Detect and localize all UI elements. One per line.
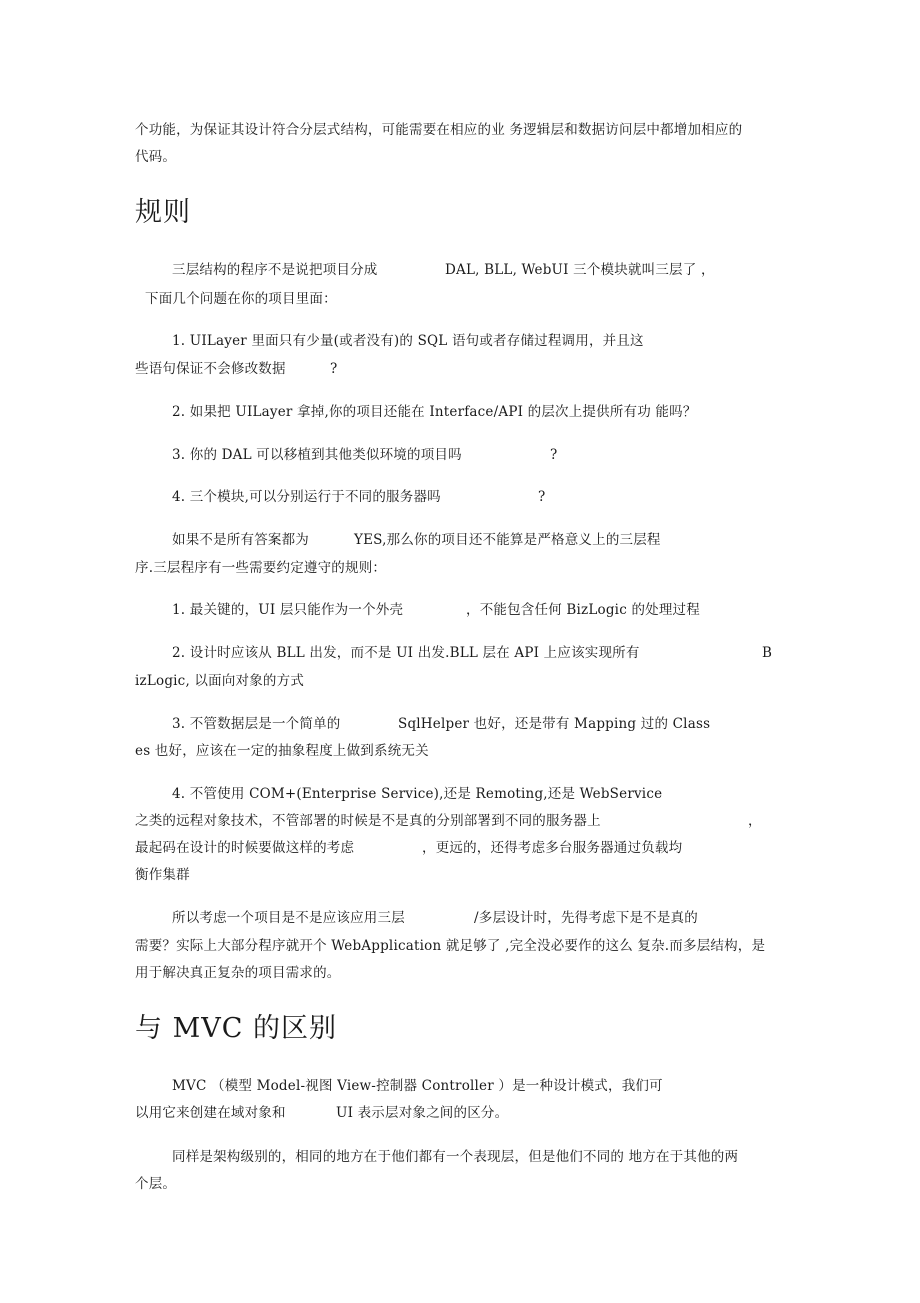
rules-p2-line1-part1: 如果不是所有答案都为 [172,532,309,548]
rules-p1-line1-part2: DAL, BLL, WebUI 三个模块就叫三层了 ， [445,262,715,278]
rule-1-part1: 1. 最关键的，UI 层只能作为一个外壳 [172,602,404,618]
question-1-line1: 1. UILayer 里面只有少量(或者没有)的 SQL 语句或者存储过程调用，并且这 [172,333,644,349]
intro-line-1: 个功能，为保证其设计符合分层式结构，可能需要在相应的业 务逻辑层和数据访问层中都增加相应的 [135,122,743,138]
rules-heading: 规则 [135,197,191,228]
rules-p2-line2: 序.三层程序有一些需要约定遵守的规则： [135,560,387,576]
rule-4-line3-part1: 最起码在设计的时候要做这样的考虑 [135,840,355,856]
rule-4-line3-part2: ，更远的，还得考虑多台服务器通过负载均 [422,840,683,856]
mvc-p1-line2-part1: 以用它来创建在域对象和 [135,1105,286,1121]
intro-line-2: 代码。 [135,149,177,165]
mvc-p1-line1: MVC （模型 Model-视图 View-控制器 Controller ）是一种设计模式，我们可 [172,1078,663,1094]
rules-p1-line2: 下面几个问题在你的项目里面： [145,291,337,307]
rule-2-line1-part1: 2. 设计时应该从 BLL 出发，而不是 UI 出发.BLL 层在 API 上应该实现所有 [172,645,640,661]
rule-4-line2-part1: 之类的远程对象技术，不管部署的时候是不是真的分别部署到不同的服务器上 [135,813,601,829]
rules-p3-line3: 用于解决真正复杂的项目需求的。 [135,965,341,981]
rules-p3-line2: 需要？实际上大部分程序就开个 WebApplication 就足够了 ,完全没必要作的这么 复杂.而多层结构，是 [135,938,766,954]
mvc-p1-line2-part2: UI 表示层对象之间的区分。 [336,1105,509,1121]
rules-p1-line1-part1: 三层结构的程序不是说把项目分成 [172,262,378,278]
rule-1-part2: ，不能包含任何 BizLogic 的处理过程 [466,602,700,618]
rule-2-line2: izLogic, 以面向对象的方式 [135,673,305,689]
question-2: 2. 如果把 UILayer 拿掉,你的项目还能在 Interface/API 的层次上提供所有功 能吗？ [172,404,697,420]
rules-p3-line1-part2: /多层设计时，先得考虑下是不是真的 [474,910,698,926]
question-1-line2-part1: 些语句保证不会修改数据 [135,361,286,377]
question-4-part2: ? [538,489,546,505]
question-1-line2-part2: ? [330,361,338,377]
question-3-part2: ? [550,447,558,463]
rules-p3-line1-part1: 所以考虑一个项目是不是应该应用三层 [172,910,405,926]
mvc-heading: 与 MVC 的区别 [135,1013,337,1044]
rules-p2-line1-part2: YES,那么你的项目还不能算是严格意义上的三层程 [354,532,661,548]
rule-3-line1-part2: SqlHelper 也好，还是带有 Mapping 过的 Class [398,716,711,732]
rule-3-line2: es 也好，应该在一定的抽象程度上做到系统无关 [135,743,429,759]
rule-4-line2-part2: ， [748,813,762,829]
rule-2-line1-part2: B [762,645,773,661]
mvc-p2-line2: 个层。 [135,1176,177,1192]
rule-3-line1-part1: 3. 不管数据层是一个简单的 [172,716,341,732]
rule-4-line4: 衡作集群 [135,867,190,883]
rule-4-line1: 4. 不管使用 COM+(Enterprise Service),还是 Remoting,还是 WebService [172,786,663,802]
question-3-part1: 3. 你的 DAL 可以移植到其他类似环境的项目吗 [172,447,462,463]
mvc-p2-line1: 同样是架构级别的，相同的地方在于他们都有一个表现层，但是他们不同的 地方在于其他的两 [172,1149,739,1165]
question-4-part1: 4. 三个模块,可以分别运行于不同的服务器吗 [172,489,441,505]
